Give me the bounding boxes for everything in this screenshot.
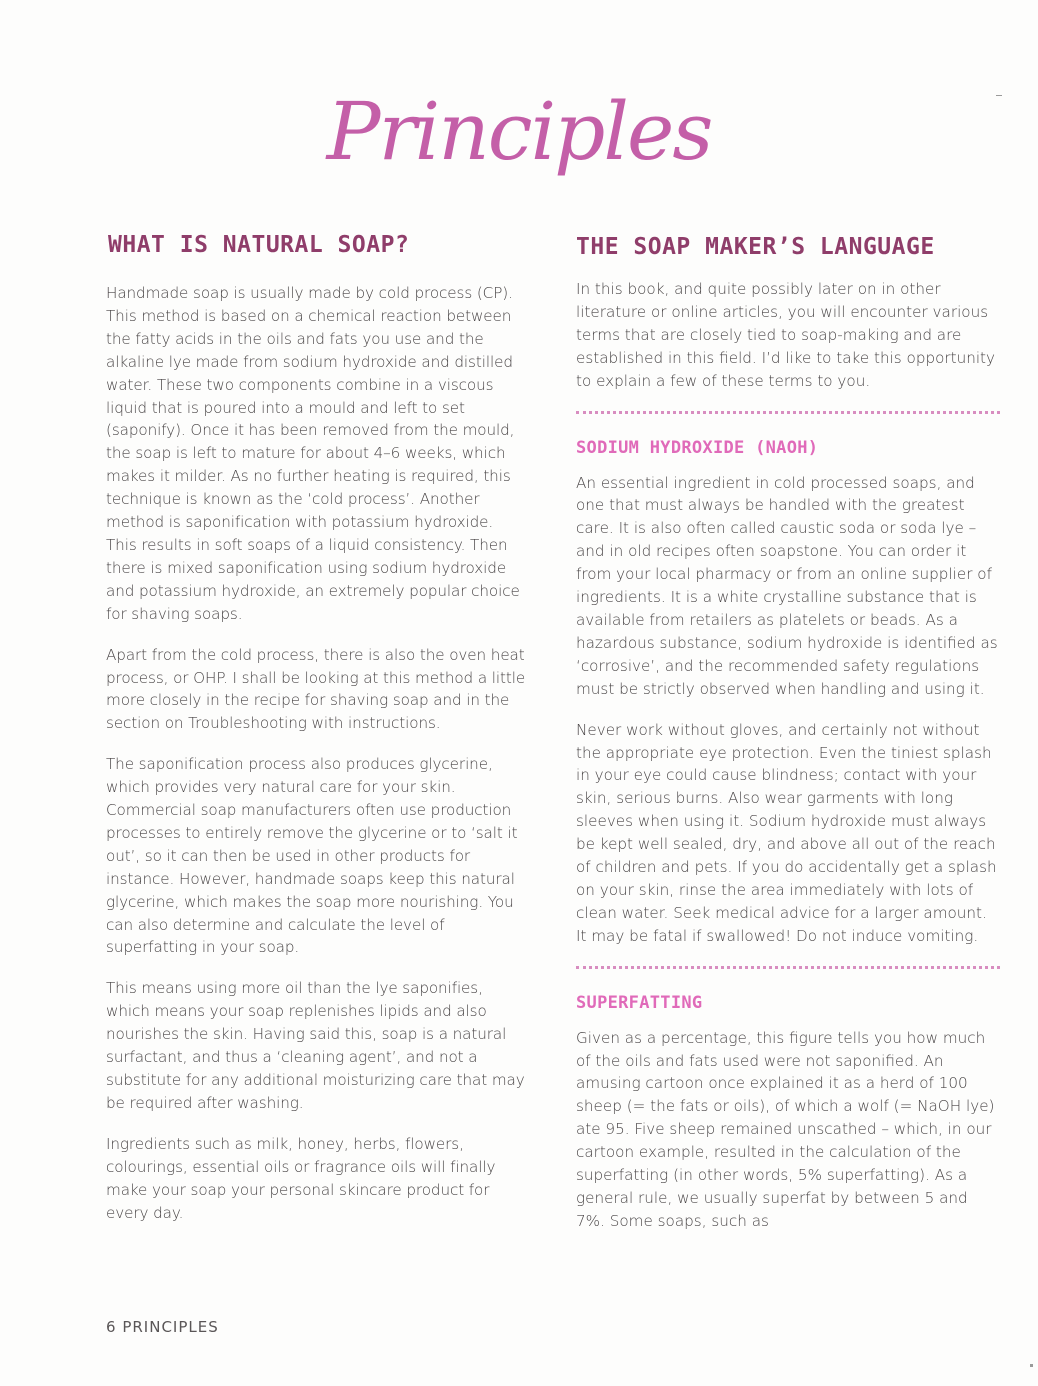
- body-paragraph: Ingredients such as milk, honey, herbs, flowers, colourings, essential oils or fragrance oils will finally make your soap your personal skincare product for every day.: [106, 1134, 496, 1222]
- left-column: [106, 226, 526, 1242]
- section-heading-soap-makers-language: THE SOAP MAKER’S LANGUAGE: [576, 234, 935, 260]
- body-paragraph: An essential ingredient in cold processed soaps, and one that must always be handled with the greatest care. It is also often called caustic soda or soda lye – and in old recipes often soapstone. You can order it from your local pharmacy or from an online supplier of ingredients. It is a white crystalline substance that is available from retailers as platelets or beads. As a hazardous substance, sodium hydroxide is identified as ‘corrosive’, and the recommended safety regulations must be strictly observed when handling and using it.: [576, 473, 998, 698]
- subheading-sodium-hydroxide: SODIUM HYDROXIDE (NAOH): [576, 437, 819, 458]
- body-paragraph: Apart from the cold process, there is also the oven heat process, or OHP. I shall be looking at this method a little more closely in the recipe for shaving soap and in the section on Troubleshooting with instructions.: [106, 645, 526, 733]
- body-paragraph: Given as a percentage, this figure tells you how much of the oils and fats used were not saponified. An amusing cartoon once explained it as a herd of 100 sheep (= the fats or oils), of which a wolf (= NaOH lye) ate 95. Five sheep remained unscathed – which, in our cartoon example, resulted in the calculation of the superfatting (in other words, 5% superfatting). As a general rule, we usually superfat by between 5 and 7%. Some soaps, such as: [576, 1028, 995, 1230]
- body-paragraph: Never work without gloves, and certainly not without the appropriate eye protection. Even the tiniest splash in your eye could cause blindness; contact with your skin, serious burns. Also wear garments with long sleeves when using it. Sodium hydroxide must always be kept well sealed, dry, and above all out of the reach of children and pets. If you do accidentally get a splash on your skin, rinse the area immediately with lots of clean water. Seek medical advice for a larger amount. It may be fatal if swallowed! Do not induce vomiting.: [576, 720, 997, 945]
- page-title: Principles: [326, 85, 712, 178]
- footer-section-name: PRINCIPLES: [122, 1318, 219, 1336]
- section-heading-natural-soap: WHAT IS NATURAL SOAP?: [108, 232, 410, 258]
- intro-paragraph: In this book, and quite possibly later on in other literature or online articles, you will encounter various terms that are closely tied to soap-making and are established in this field. I’d like to take this opportunity to explain a few of these terms to you.: [576, 280, 996, 390]
- page-footer: [106, 1318, 219, 1336]
- body-paragraph: Handmade soap is usually made by cold process (CP). This method is based on a chemical reaction between the fatty acids in the oils and fats you use and the alkaline lye made from sodium hydroxide and distilled water. These two components combine in a viscous liquid that is poured into a mould and left to set (saponify). Once it has been removed from the mould, the soap is left to mature for about 4–6 weeks, which makes it milder. As no further heating is required, this technique is known as the ‘cold process’. Another method is saponification with potassium hydroxide. This results in soft soaps of a liquid consistency. Then there is mixed saponification using sodium hydroxide and potassium hydroxide, an extremely popular choice for shaving soaps.: [106, 284, 520, 623]
- dotted-divider: [576, 411, 1000, 414]
- subheading-superfatting: SUPERFATTING: [576, 992, 703, 1013]
- body-paragraph: The saponification process also produces glycerine, which provides very natural care for your skin. Commercial soap manufacturers often use production processes to entirely remove the glycerine or to ‘salt it out’, so it can then be used in other products for instance. However, handmade soaps keep this natural glycerine, which makes the soap more nourishing. You can also determine and calculate the level of superfatting in your soap.: [106, 755, 518, 957]
- right-column: [576, 226, 1001, 1251]
- dotted-divider: [576, 966, 1000, 969]
- body-paragraph: This means using more oil than the lye saponifies, which means your soap replenishes lipids and also nourishes the skin. Having said this, soap is a natural surfactant, and thus a ‘cleaning agent’, and not a substitute for any additional moisturizing care that may be required after washing.: [106, 979, 525, 1112]
- scan-speck: [1030, 1364, 1033, 1367]
- page-number: 6: [106, 1318, 117, 1336]
- scan-speck: [996, 95, 1002, 96]
